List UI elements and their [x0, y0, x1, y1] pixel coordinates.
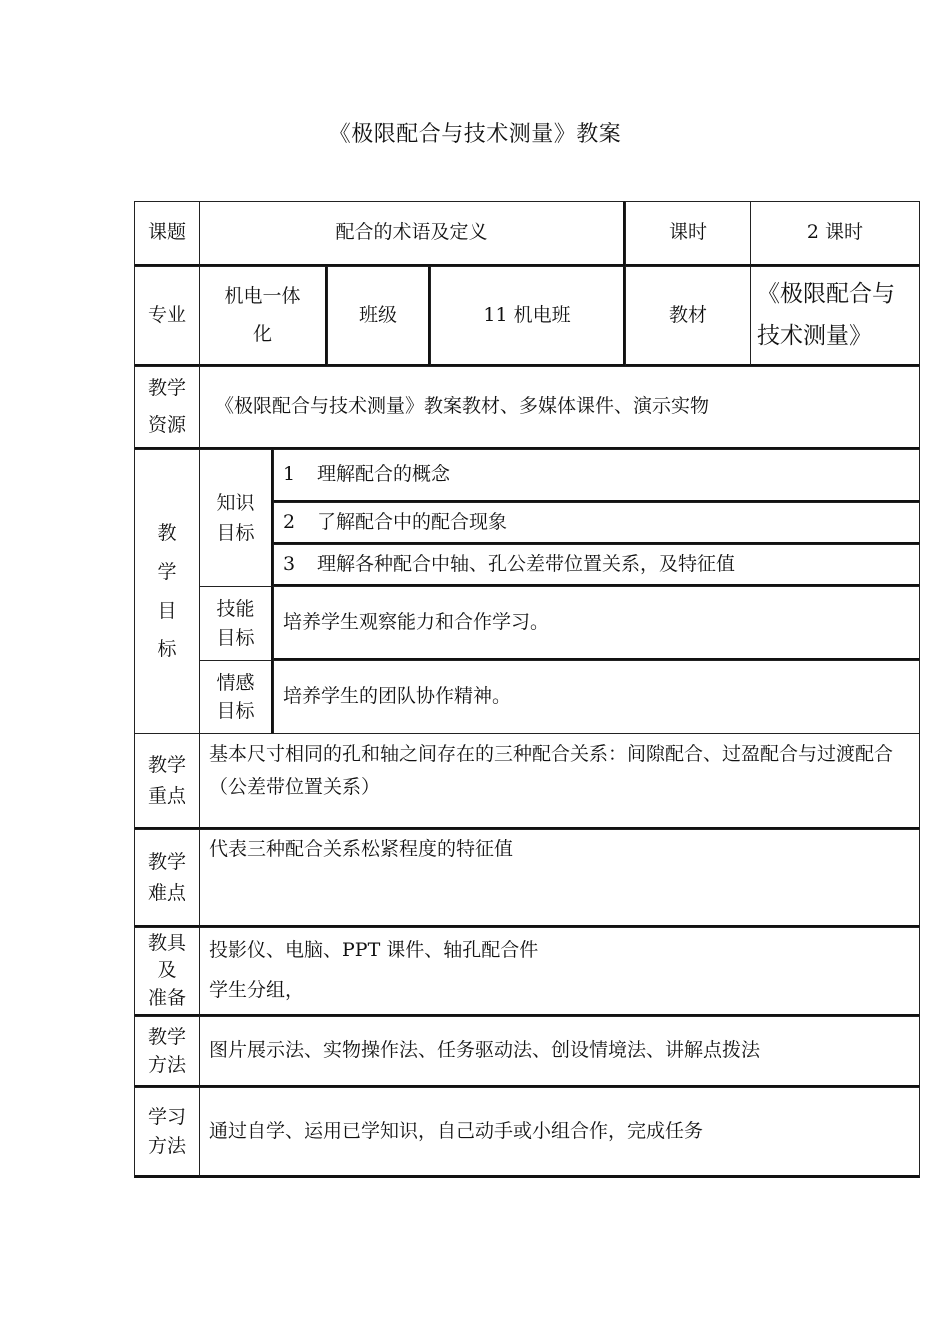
equipment-line: 学生分组，	[209, 979, 305, 1001]
learning-method-label-cell	[134, 1087, 200, 1178]
difficulties-value-cell	[199, 829, 920, 928]
skill-label: 技能目标	[216, 598, 255, 649]
knowledge-label: 知识目标	[216, 491, 255, 544]
skill-value: 培养学生观察能力和合作学习。	[283, 610, 550, 633]
knowledge-item-number: 3	[283, 552, 296, 575]
objectives-label-char: 目	[157, 599, 177, 622]
key-points-label-cell	[134, 733, 200, 830]
knowledge-item-cell	[273, 502, 920, 545]
hours-label-cell	[625, 201, 751, 267]
difficulties-value: 代表三种配合关系松紧程度的特征值	[209, 838, 514, 860]
knowledge-item-number: 1	[283, 463, 296, 486]
knowledge-item-text: 理解配合的概念	[317, 463, 451, 486]
knowledge-item-text: 了解配合中的配合现象	[317, 510, 508, 533]
class-label: 班级	[358, 303, 397, 326]
learning-method-label: 学习方法	[147, 1106, 186, 1157]
topic-value-cell	[199, 201, 626, 267]
key-points-label: 教学重点	[147, 754, 186, 807]
major-value: 机电一体化	[224, 285, 301, 345]
objectives-label-cell	[134, 449, 200, 734]
equipment-label-cell	[134, 927, 200, 1017]
objectives-label-char: 学	[157, 560, 177, 583]
topic-label-cell	[134, 201, 200, 267]
teaching-method-value-cell	[199, 1016, 920, 1088]
textbook-value-cell	[750, 266, 920, 367]
objectives-label-char: 标	[157, 638, 177, 661]
textbook-value: 《极限配合与技术测量》	[757, 281, 895, 349]
teaching-method-label: 教学方法	[147, 1025, 186, 1076]
major-label: 专业	[147, 303, 186, 326]
class-value-cell	[430, 266, 626, 367]
emotion-value-cell	[273, 660, 920, 734]
difficulties-label-cell	[134, 829, 200, 928]
textbook-label: 教材	[668, 303, 707, 326]
hours-value: 2 课时	[806, 221, 864, 244]
knowledge-item-cell	[273, 449, 920, 503]
emotion-label-cell	[199, 660, 274, 734]
class-label-cell	[327, 266, 431, 367]
major-value-cell	[199, 266, 328, 367]
skill-value-cell	[273, 586, 920, 661]
emotion-label: 情感目标	[216, 671, 255, 722]
teaching-method-label-cell	[134, 1016, 200, 1088]
equipment-label-line: 教具	[147, 931, 186, 954]
topic-label: 课题	[147, 221, 186, 244]
difficulties-label: 教学难点	[147, 851, 186, 904]
equipment-value-cell	[199, 927, 920, 1017]
skill-label-cell	[199, 586, 274, 661]
resources-value: 《极限配合与技术测量》教案教材、多媒体课件、演示实物	[215, 395, 710, 418]
major-label-cell	[134, 266, 200, 367]
equipment-line: 投影仪、电脑、PPT 课件、轴孔配合件	[209, 939, 539, 962]
equipment-label-line: 及	[157, 959, 177, 982]
resources-label: 教学资源	[147, 376, 186, 436]
emotion-value: 培养学生的团队协作精神。	[283, 685, 512, 708]
hours-label: 课时	[668, 221, 707, 244]
hours-value-cell	[750, 201, 920, 267]
learning-method-value: 通过自学、运用已学知识，自己动手或小组合作，完成任务	[209, 1119, 704, 1142]
learning-method-value-cell	[199, 1087, 920, 1178]
knowledge-item-cell	[273, 544, 920, 587]
resources-value-cell	[199, 366, 920, 450]
key-points-value-cell	[199, 733, 920, 830]
resources-label-cell	[134, 366, 200, 450]
class-value: 11 机电班	[483, 303, 571, 326]
knowledge-item-number: 2	[283, 510, 296, 533]
document-title: 《极限配合与技术测量》教案	[328, 122, 622, 147]
objectives-label-char: 教	[157, 521, 177, 544]
textbook-label-cell	[625, 266, 751, 367]
equipment-label-line: 准备	[147, 986, 186, 1009]
knowledge-label-cell	[199, 449, 274, 587]
topic-value: 配合的术语及定义	[335, 221, 488, 244]
teaching-method-value: 图片展示法、实物操作法、任务驱动法、创设情境法、讲解点拨法	[209, 1039, 761, 1062]
key-points-value: 基本尺寸相同的孔和轴之间存在的三种配合关系：间隙配合、过盈配合与过渡配合 （公差带位置关系）	[209, 743, 894, 799]
knowledge-item-text: 理解各种配合中轴、孔公差带位置关系，及特征值	[317, 552, 736, 575]
